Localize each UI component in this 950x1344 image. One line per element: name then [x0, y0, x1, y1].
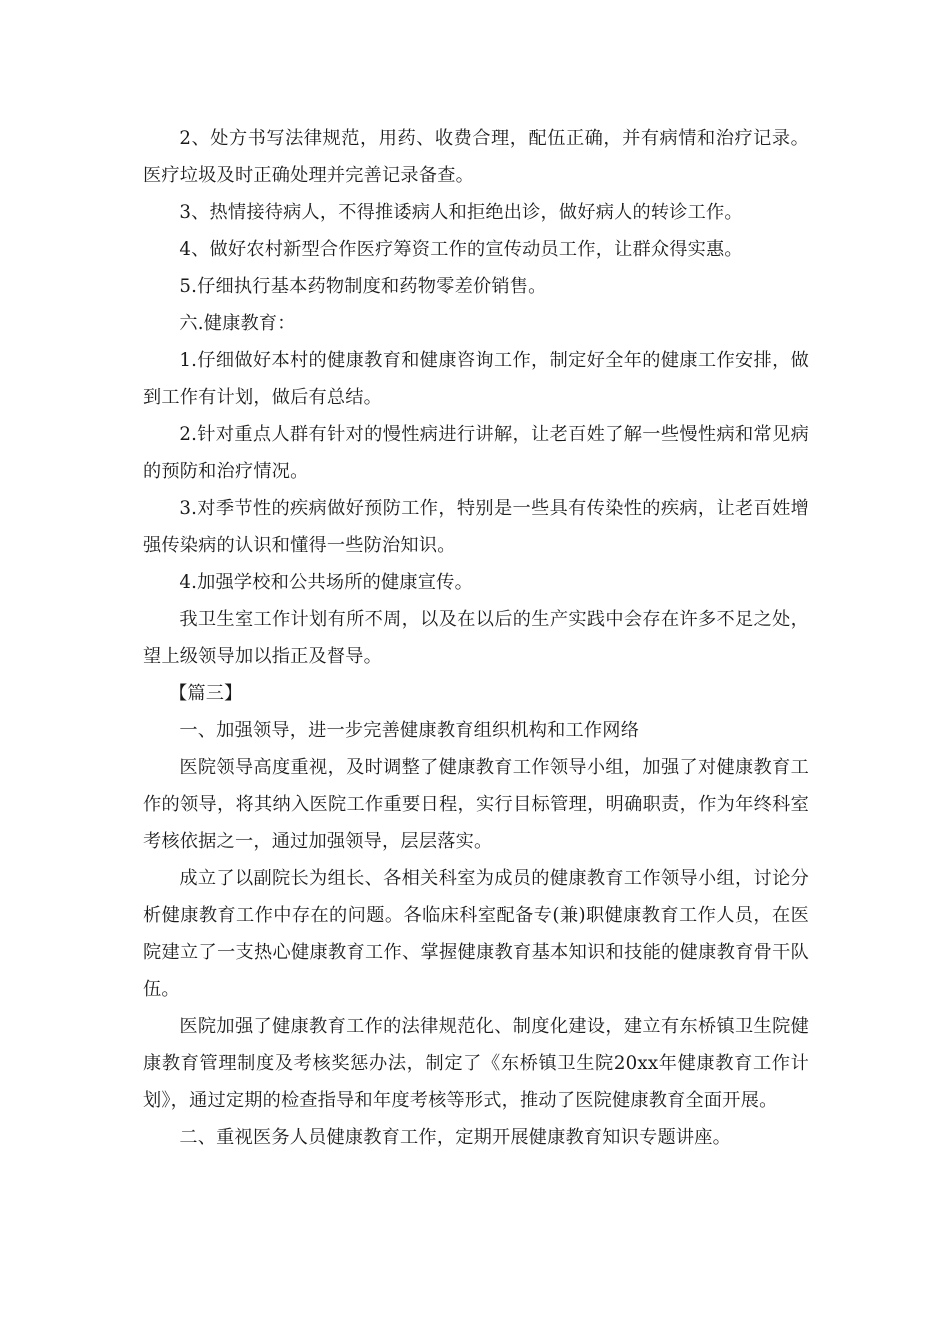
paragraph-receive-patients: 3、热情接待病人，不得推诿病人和拒绝出诊，做好病人的转诊工作。	[179, 202, 743, 223]
heading-staff-education: 二、重视医务人员健康教育工作，定期开展健康教育知识专题讲座。	[179, 1127, 732, 1148]
paragraph-seasonal-disease: 3.对季节性的疾病做好预防工作，特别是一些具有传染性的疾病，让老百姓增强传染病的认识和懂得一些防治知识。	[143, 498, 809, 556]
document-body	[143, 120, 809, 1156]
paragraph-prescription-rules: 2、处方书写法律规范，用药、收费合理，配伍正确，并有病情和治疗记录。医疗垃圾及时正确处理并完善记录备查。	[143, 128, 809, 186]
paragraph-health-consultation: 1.仔细做好本村的健康教育和健康咨询工作，制定好全年的健康工作安排，做到工作有计划，做后有总结。	[143, 350, 809, 408]
paragraph-rural-cooperative-medical: 4、做好农村新型合作医疗筹资工作的宣传动员工作，让群众得实惠。	[179, 239, 743, 260]
section-title-part-three: 【篇三】	[169, 683, 243, 704]
paragraph-closing-remark: 我卫生室工作计划有所不周，以及在以后的生产实践中会存在许多不足之处，望上级领导加以指正及督导。	[143, 609, 809, 667]
paragraph-institution-building: 医院加强了健康教育工作的法律规范化、制度化建设，建立有东桥镇卫生院健康教育管理制度及考核奖惩办法，制定了《东桥镇卫生院20xx年健康教育工作计划》，通过定期的检查指导和年度考核等形式，推动了医院健康教育全面开展。	[143, 1016, 809, 1111]
paragraph-essential-drugs: 5.仔细执行基本药物制度和药物零差价销售。	[179, 276, 547, 297]
heading-strengthen-leadership: 一、加强领导，进一步完善健康教育组织机构和工作网络	[179, 720, 640, 741]
paragraph-leadership-attention: 医院领导高度重视，及时调整了健康教育工作领导小组，加强了对健康教育工作的领导，将其纳入医院工作重要日程，实行目标管理，明确职责，作为年终科室考核依据之一，通过加强领导，层层落实。	[143, 757, 809, 852]
paragraph-chronic-disease: 2.针对重点人群有针对的慢性病进行讲解，让老百姓了解一些慢性病和常见病的预防和治疗情况。	[143, 424, 809, 482]
heading-health-education: 六.健康教育：	[179, 313, 296, 334]
paragraph-school-publicity: 4.加强学校和公共场所的健康宣传。	[179, 572, 473, 593]
paragraph-leading-group: 成立了以副院长为组长、各相关科室为成员的健康教育工作领导小组，讨论分析健康教育工作中存在的问题。各临床科室配备专(兼)职健康教育工作人员，在医院建立了一支热心健康教育工作、掌握健康教育基本知识和技能的健康教育骨干队伍。	[143, 868, 809, 1000]
